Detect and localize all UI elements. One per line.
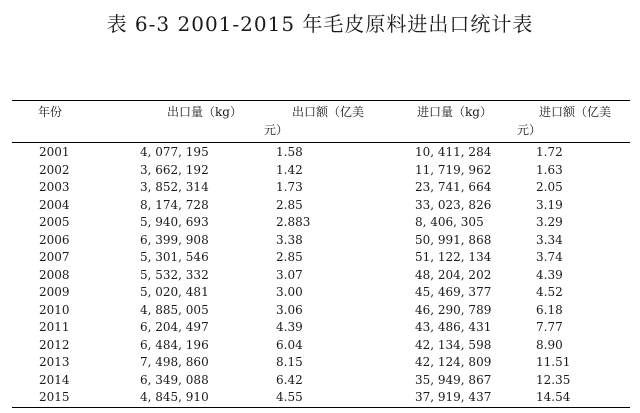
table-row (12, 284, 630, 302)
table-row (12, 337, 630, 355)
cell-import-val: 3.29 (536, 215, 563, 229)
cell-export-qty: 6, 399, 908 (140, 232, 209, 247)
table-row (12, 179, 630, 197)
cell-import-val: 3.34 (536, 232, 563, 247)
cell-export-qty: 5, 301, 546 (140, 250, 209, 264)
header-export-val-line1: 出口额（亿美 (292, 105, 365, 119)
table-row (12, 372, 630, 390)
cell-export-val: 8.15 (276, 355, 303, 369)
cell-import-qty: 48, 204, 202 (415, 267, 492, 282)
cell-year: 2001 (39, 145, 70, 159)
header-import-val-line1: 进口额（亿美 (539, 105, 612, 119)
cell-import-qty: 10, 411, 284 (415, 145, 492, 159)
cell-import-qty: 11, 719, 962 (415, 162, 492, 177)
cell-year: 2015 (39, 390, 70, 404)
cell-import-qty: 37, 919, 437 (415, 390, 492, 404)
cell-import-val: 2.05 (536, 180, 563, 194)
cell-import-val: 14.54 (536, 390, 571, 404)
cell-export-val: 3.06 (276, 302, 303, 317)
cell-year: 2011 (39, 320, 70, 334)
cell-import-qty: 33, 023, 826 (415, 197, 492, 212)
table-row (12, 232, 630, 250)
cell-import-qty: 50, 991, 868 (415, 232, 492, 247)
cell-year: 2002 (39, 162, 70, 177)
cell-import-val: 12.35 (536, 372, 571, 387)
table-top-rule (12, 100, 630, 101)
cell-export-val: 1.58 (276, 145, 303, 159)
cell-year: 2006 (39, 232, 70, 247)
cell-import-val: 3.74 (536, 250, 563, 264)
cell-export-val: 4.55 (276, 390, 303, 404)
cell-year: 2014 (39, 372, 70, 387)
cell-export-qty: 8, 174, 728 (140, 197, 209, 212)
cell-import-qty: 46, 290, 789 (415, 302, 492, 317)
cell-export-val: 2.883 (276, 215, 311, 229)
cell-year: 2009 (39, 285, 70, 299)
cell-export-val: 2.85 (276, 250, 303, 264)
table-row (12, 162, 630, 180)
cell-export-val: 2.85 (276, 197, 303, 212)
cell-export-qty: 3, 852, 314 (140, 180, 209, 194)
cell-export-val: 6.42 (276, 372, 303, 387)
cell-import-val: 4.52 (536, 285, 563, 299)
table-row (12, 214, 630, 232)
cell-export-qty: 7, 498, 860 (140, 355, 209, 369)
cell-export-val: 1.42 (276, 162, 303, 177)
cell-export-qty: 5, 532, 332 (140, 267, 209, 282)
cell-export-val: 3.00 (276, 285, 303, 299)
header-year: 年份 (38, 105, 63, 119)
cell-import-qty: 42, 124, 809 (415, 355, 492, 369)
cell-export-qty: 6, 204, 497 (140, 320, 209, 334)
cell-import-val: 3.19 (536, 197, 563, 212)
cell-import-val: 11.51 (536, 355, 571, 369)
cell-import-qty: 8, 406, 305 (415, 215, 484, 229)
cell-export-qty: 6, 484, 196 (140, 337, 209, 352)
table-title: 表 6-3 2001-2015 年毛皮原料进出口统计表 (106, 12, 534, 36)
cell-import-qty: 51, 122, 134 (415, 250, 492, 264)
cell-import-qty: 35, 949, 867 (415, 372, 492, 387)
cell-import-qty: 43, 486, 431 (415, 320, 492, 334)
cell-export-val: 6.04 (276, 337, 303, 352)
cell-year: 2004 (39, 197, 70, 212)
cell-import-val: 1.72 (536, 145, 563, 159)
cell-import-val: 8.90 (536, 337, 563, 352)
cell-year: 2012 (39, 337, 70, 352)
cell-import-qty: 23, 741, 664 (415, 180, 492, 194)
cell-year: 2008 (39, 267, 70, 282)
header-export-val-line2: 元） (264, 123, 289, 137)
cell-export-val: 1.73 (276, 180, 303, 194)
cell-export-qty: 4, 845, 910 (140, 390, 209, 404)
cell-year: 2010 (39, 302, 70, 317)
table-row (12, 267, 630, 285)
header-import-qty: 进口量（kg） (417, 105, 492, 119)
cell-import-qty: 42, 134, 598 (415, 337, 492, 352)
cell-export-qty: 4, 885, 005 (140, 302, 209, 317)
header-import-val-line2: 元） (517, 123, 542, 137)
cell-export-qty: 4, 077, 195 (140, 145, 209, 159)
table-row (12, 319, 630, 337)
cell-year: 2013 (39, 355, 70, 369)
cell-export-val: 3.07 (276, 267, 303, 282)
cell-export-qty: 5, 020, 481 (140, 285, 209, 299)
table-row (12, 197, 630, 215)
cell-import-qty: 45, 469, 377 (415, 285, 492, 299)
table-bottom-rule (12, 407, 630, 408)
table-row (12, 302, 630, 320)
table-row (12, 249, 630, 267)
cell-import-val: 7.77 (536, 320, 563, 334)
cell-export-val: 3.38 (276, 232, 303, 247)
table-body (12, 144, 630, 407)
cell-import-val: 4.39 (536, 267, 563, 282)
table-row (12, 354, 630, 372)
cell-export-qty: 3, 662, 192 (140, 162, 209, 177)
cell-import-val: 1.63 (536, 162, 563, 177)
cell-export-qty: 5, 940, 693 (140, 215, 209, 229)
cell-year: 2007 (39, 250, 70, 264)
cell-year: 2003 (39, 180, 70, 194)
cell-year: 2005 (39, 215, 70, 229)
header-divider-rule (12, 142, 630, 143)
table-row (12, 144, 630, 162)
cell-export-qty: 6, 349, 088 (140, 372, 209, 387)
table-row (12, 389, 630, 407)
header-export-qty: 出口量（kg） (167, 105, 242, 119)
cell-import-val: 6.18 (536, 302, 563, 317)
cell-export-val: 4.39 (276, 320, 303, 334)
